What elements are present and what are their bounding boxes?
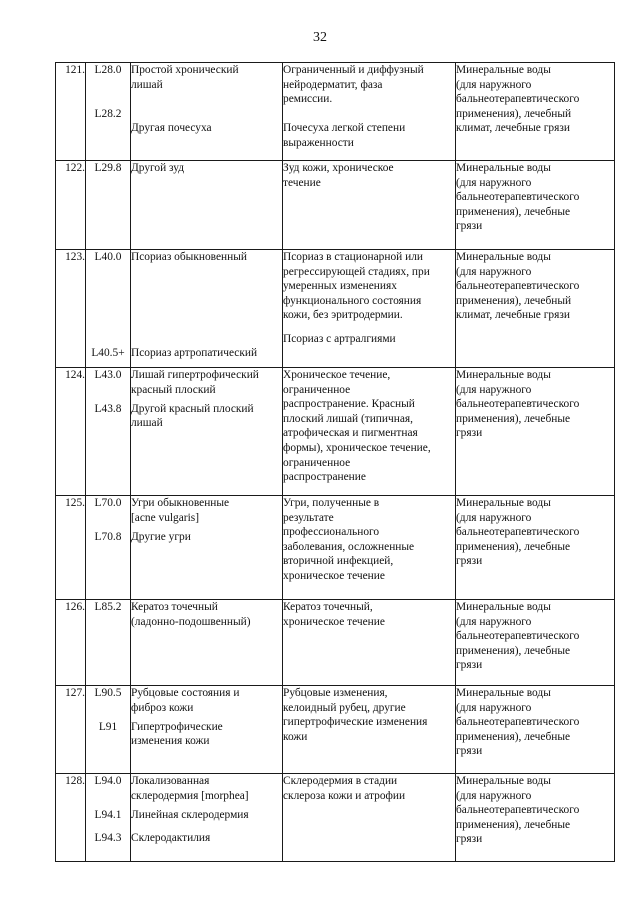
treatment-factors-cell [456,368,615,496]
treatment-factor-line: Минеральные воды [456,64,551,76]
names-block [131,368,282,397]
conditions-block [283,250,455,323]
conditions-line: склероза кожи и атрофии [283,789,406,802]
conditions-line: Псориаз в стационарной или [283,251,423,263]
names-block [131,774,282,803]
names-line: Другой красный плоский [131,402,254,415]
treatment-factor-line: бальнеотерапевтического [456,630,580,643]
conditions-line: нейродерматит, фаза [283,78,383,91]
conditions-line: Псориаз с артралгиями [283,332,396,345]
condition-cell [283,496,456,600]
conditions-block [283,496,455,584]
treatment-factor-line: (для наружного [456,615,532,628]
conditions-line: Зуд кожи, хроническое [283,162,394,174]
names-line: Рубцовые состояния и [131,687,240,699]
conditions-line: келоидный рубец, другие [283,701,406,714]
icd-code: L40.0 [94,251,122,263]
conditions-block [283,600,455,629]
names-block [131,402,282,431]
names-block [131,720,282,749]
conditions-line: ограниченное [283,456,351,469]
condition-cell [283,368,456,496]
names-block [131,250,282,265]
names-line: [acne vulgaris] [131,511,199,524]
conditions-block [283,63,455,107]
treatment-factor-line: бальнеотерапевтического [456,191,580,204]
names-block [131,831,282,846]
icd-code: L91 [98,720,118,733]
treatment-factor-line: Минеральные воды [456,251,551,263]
names-line: Другая почесуха [131,122,212,135]
table-row [56,161,615,250]
table-row [56,496,615,600]
treatment-factors-cell [456,250,615,368]
treatment-factor-line: применения), лечебные [456,818,571,831]
names-line: красный плоский [131,383,216,396]
disease-name-cell [131,368,283,496]
names-block [131,346,282,361]
treatment-factor-line: Минеральные воды [456,687,551,699]
names-line: склеродермия [morphea] [131,789,249,802]
conditions-line: течение [283,176,321,189]
conditions-line: кожи, без эритродермии. [283,309,403,322]
names-block [131,686,282,715]
condition-cell [283,686,456,774]
conditions-line: умеренных изменениях [283,280,397,293]
row-number: 121. [56,63,86,161]
names-line: лишай [131,417,163,430]
names-block [131,496,282,525]
conditions-line: заболевания, осложненные [283,540,415,553]
disease-name-cell [131,63,283,161]
table-row [56,250,615,368]
names-line: Кератоз точечный [131,601,218,613]
treatment-factor-line: (для наружного [456,511,532,524]
icd-code-cell [86,63,131,161]
names-line: Другие угри [131,530,191,543]
table-body [56,63,615,862]
conditions-line: Склеродермия в стадии [283,775,398,787]
condition-cell [283,250,456,368]
diagnosis-table [55,62,615,862]
disease-name-cell [131,496,283,600]
names-block [131,121,282,136]
treatment-factors-cell [456,161,615,250]
condition-cell [283,600,456,686]
condition-cell [283,63,456,161]
treatment-factor-line: (для наружного [456,701,532,714]
icd-code-cell [86,774,131,862]
conditions-line: вторичной инфекцией, [283,555,394,568]
names-line: Лишай гипертрофический [131,369,259,381]
treatment-factor-line: грязи [456,659,483,672]
conditions-line: кожи [283,730,308,743]
conditions-line: Ограниченный и диффузный [283,64,424,76]
treatment-factor-line: бальнеотерапевтического [456,398,580,411]
treatment-factors-cell [456,496,615,600]
disease-name-cell [131,250,283,368]
treatment-factor-line: бальнеотерапевтического [456,280,580,293]
disease-name-cell [131,161,283,250]
treatment-factor-line: Минеральные воды [456,601,551,613]
conditions-block [283,368,455,485]
disease-name-cell [131,600,283,686]
treatment-factor-line: грязи [456,427,483,440]
names-block [131,600,282,629]
disease-name-cell [131,686,283,774]
treatment-factor-line: бальнеотерапевтического [456,716,580,729]
treatment-factor-line: климат, лечебные грязи [456,309,570,322]
names-line: фиброз кожи [131,701,194,714]
conditions-line: ограниченное [283,383,351,396]
treatment-factor-line: климат, лечебные грязи [456,122,570,135]
icd-code-cell [86,496,131,600]
conditions-line: распространение [283,471,366,484]
page-number: 32 [313,30,327,45]
icd-code: L85.2 [94,601,122,613]
icd-code: L43.8 [94,402,122,415]
treatment-factors-cell [456,774,615,862]
conditions-line: Кератоз точечный, [283,601,373,613]
treatment-factor-line: применения), лечебные [456,644,571,657]
treatment-factor-line: Минеральные воды [456,497,551,509]
row-number: 122. [56,161,86,250]
conditions-line: регрессирующей стадиях, при [283,265,430,278]
icd-code: L43.0 [94,369,122,381]
icd-code-cell [86,161,131,250]
names-line: Простой хронический [131,64,239,76]
treatment-factor-line: бальнеотерапевтического [456,93,580,106]
treatment-factor-line: применения), лечебные [456,412,571,425]
icd-code-cell [86,368,131,496]
treatment-factor-line: Минеральные воды [456,775,551,787]
conditions-line: хроническое течение [283,569,385,582]
row-number: 126. [56,600,86,686]
conditions-line: плоский лишай (типичная, [283,412,413,425]
icd-code: L94.0 [94,775,122,787]
conditions-line: распространение. Красный [283,398,415,411]
row-number: 127. [56,686,86,774]
names-line: лишай [131,78,163,91]
icd-code: L94.3 [94,831,122,844]
treatment-factor-line: применения), лечебный [456,294,572,307]
conditions-line: Почесуха легкой степени [283,122,406,135]
treatment-factor-line: грязи [456,833,483,846]
names-line: Локализованная [131,775,210,787]
conditions-line: выраженности [283,136,354,149]
treatment-factor-line: бальнеотерапевтического [456,804,580,817]
table-row [56,686,615,774]
row-number: 125. [56,496,86,600]
treatment-factor-line: (для наружного [456,383,532,396]
conditions-line: хроническое течение [283,615,385,628]
treatment-factor-line: грязи [456,220,483,233]
names-block [131,161,282,176]
treatment-factors-cell [456,686,615,774]
condition-cell [283,774,456,862]
conditions-line: результате [283,511,334,524]
names-line: Угри обыкновенные [131,497,230,509]
treatment-factor-line: грязи [456,745,483,758]
icd-code: L28.2 [94,107,122,120]
names-block [131,530,282,545]
treatment-factor-line: применения), лечебные [456,205,571,218]
treatment-factors-cell [456,600,615,686]
conditions-block [283,161,455,190]
names-line: Другой зуд [131,162,185,174]
names-line: Гипертрофические [131,720,223,733]
conditions-line: функционального состояния [283,294,422,307]
treatment-factor-line: применения), лечебные [456,540,571,553]
treatment-factor-line: Минеральные воды [456,369,551,381]
icd-code-cell [86,250,131,368]
names-line: изменения кожи [131,735,210,748]
row-number: 123. [56,250,86,368]
row-number: 128. [56,774,86,862]
conditions-block [283,332,455,347]
table-row [56,368,615,496]
treatment-factor-line: (для наружного [456,265,532,278]
conditions-line: Рубцовые изменения, [283,687,388,699]
icd-code: L28.0 [94,64,122,76]
icd-code: L70.0 [94,497,122,509]
conditions-line: гипертрофические изменения [283,716,428,729]
icd-code: L70.8 [94,530,122,543]
treatment-factor-line: (для наружного [456,789,532,802]
treatment-factor-line: грязи [456,555,483,568]
conditions-line: формы), хроническое течение, [283,441,431,454]
conditions-block [283,121,455,150]
treatment-factor-line: бальнеотерапевтического [456,526,580,539]
icd-code: L90.5 [94,687,122,699]
treatment-factor-line: (для наружного [456,78,532,91]
treatment-factor-line: (для наружного [456,176,532,189]
names-block [131,808,282,823]
conditions-block [283,774,455,803]
treatment-factor-line: применения), лечебный [456,107,572,120]
treatment-factor-line: Минеральные воды [456,162,551,174]
icd-code-cell [86,600,131,686]
names-line: Псориаз обыкновенный [131,251,247,263]
treatment-factors-cell [456,63,615,161]
names-line: (ладонно-подошвенный) [131,615,251,628]
table-row [56,774,615,862]
conditions-line: атрофическая и пигментная [283,427,418,440]
treatment-factor-line: применения), лечебные [456,730,571,743]
conditions-block [283,686,455,744]
disease-name-cell [131,774,283,862]
names-line: Псориаз артропатический [131,347,258,360]
table-row [56,600,615,686]
names-line: Склеродактилия [131,831,211,844]
names-block [131,63,282,92]
conditions-line: Хроническое течение, [283,369,391,381]
table-row [56,63,615,161]
conditions-line: ремиссии. [283,93,333,106]
icd-code: L40.5+ [91,347,125,360]
conditions-line: Угри, полученные в [283,497,380,509]
icd-code: L29.8 [94,162,122,174]
icd-code-cell [86,686,131,774]
names-line: Линейная склеродермия [131,808,249,821]
icd-code: L94.1 [94,808,122,821]
condition-cell [283,161,456,250]
conditions-line: профессионального [283,526,380,539]
row-number: 124. [56,368,86,496]
